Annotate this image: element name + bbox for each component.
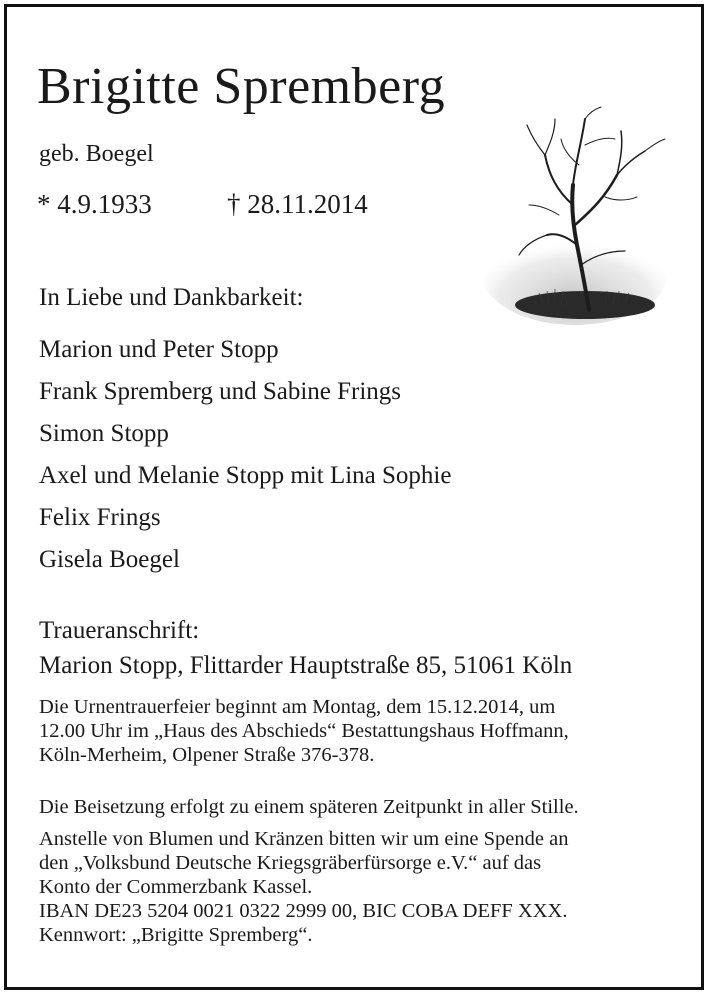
list-item: Frank Spremberg und Sabine Frings <box>39 378 402 405</box>
ceremony-line: 12.00 Uhr im „Haus des Abschieds“ Bestattungshaus Hoffmann, <box>39 720 569 742</box>
bare-tree-icon <box>485 105 671 333</box>
ceremony-line: Köln-Merheim, Olpener Straße 376-378. <box>39 744 375 766</box>
list-item: Gisela Boegel <box>39 546 180 573</box>
mourner-list <box>39 330 451 582</box>
list-item: Simon Stopp <box>39 420 169 447</box>
address-label: Traueranschrift: <box>39 617 200 644</box>
donation-line: den „Volksbund Deutsche Kriegsgräberfürsorge e.V.“ auf das <box>39 852 542 874</box>
donation-line: Anstelle von Blumen und Kränzen bitten wir um eine Spende an <box>39 828 569 850</box>
thanks-heading: In Liebe und Dankbarkeit: <box>39 284 304 311</box>
mourning-address: Marion Stopp, Flittarder Hauptstraße 85, 51061 Köln <box>39 652 573 679</box>
death-date: † 28.11.2014 <box>227 189 368 219</box>
ceremony-line: Die Urnentrauerfeier beginnt am Montag, dem 15.12.2014, um <box>39 696 556 718</box>
obituary-notice <box>4 4 704 990</box>
list-item: Felix Frings <box>39 504 161 531</box>
donation-paragraph <box>39 827 568 947</box>
list-item: Axel und Melanie Stopp mit Lina Sophie <box>39 462 452 489</box>
burial-line: Die Beisetzung erfolgt zu einem späteren Zeitpunkt in aller Stille. <box>39 796 579 818</box>
birth-date: * 4.9.1933 <box>37 189 152 219</box>
list-item: Marion und Peter Stopp <box>39 336 279 363</box>
birth-name: geb. Boegel <box>39 141 154 167</box>
ceremony-paragraph <box>39 695 569 767</box>
donation-line: Kennwort: „Brigitte Spremberg“. <box>39 924 313 946</box>
donation-line: IBAN DE23 5204 0021 0322 2999 00, BIC COBA DEFF XXX. <box>39 900 568 922</box>
donation-line: Konto der Commerzbank Kassel. <box>39 876 313 898</box>
deceased-name: Brigitte Spremberg <box>37 58 446 115</box>
